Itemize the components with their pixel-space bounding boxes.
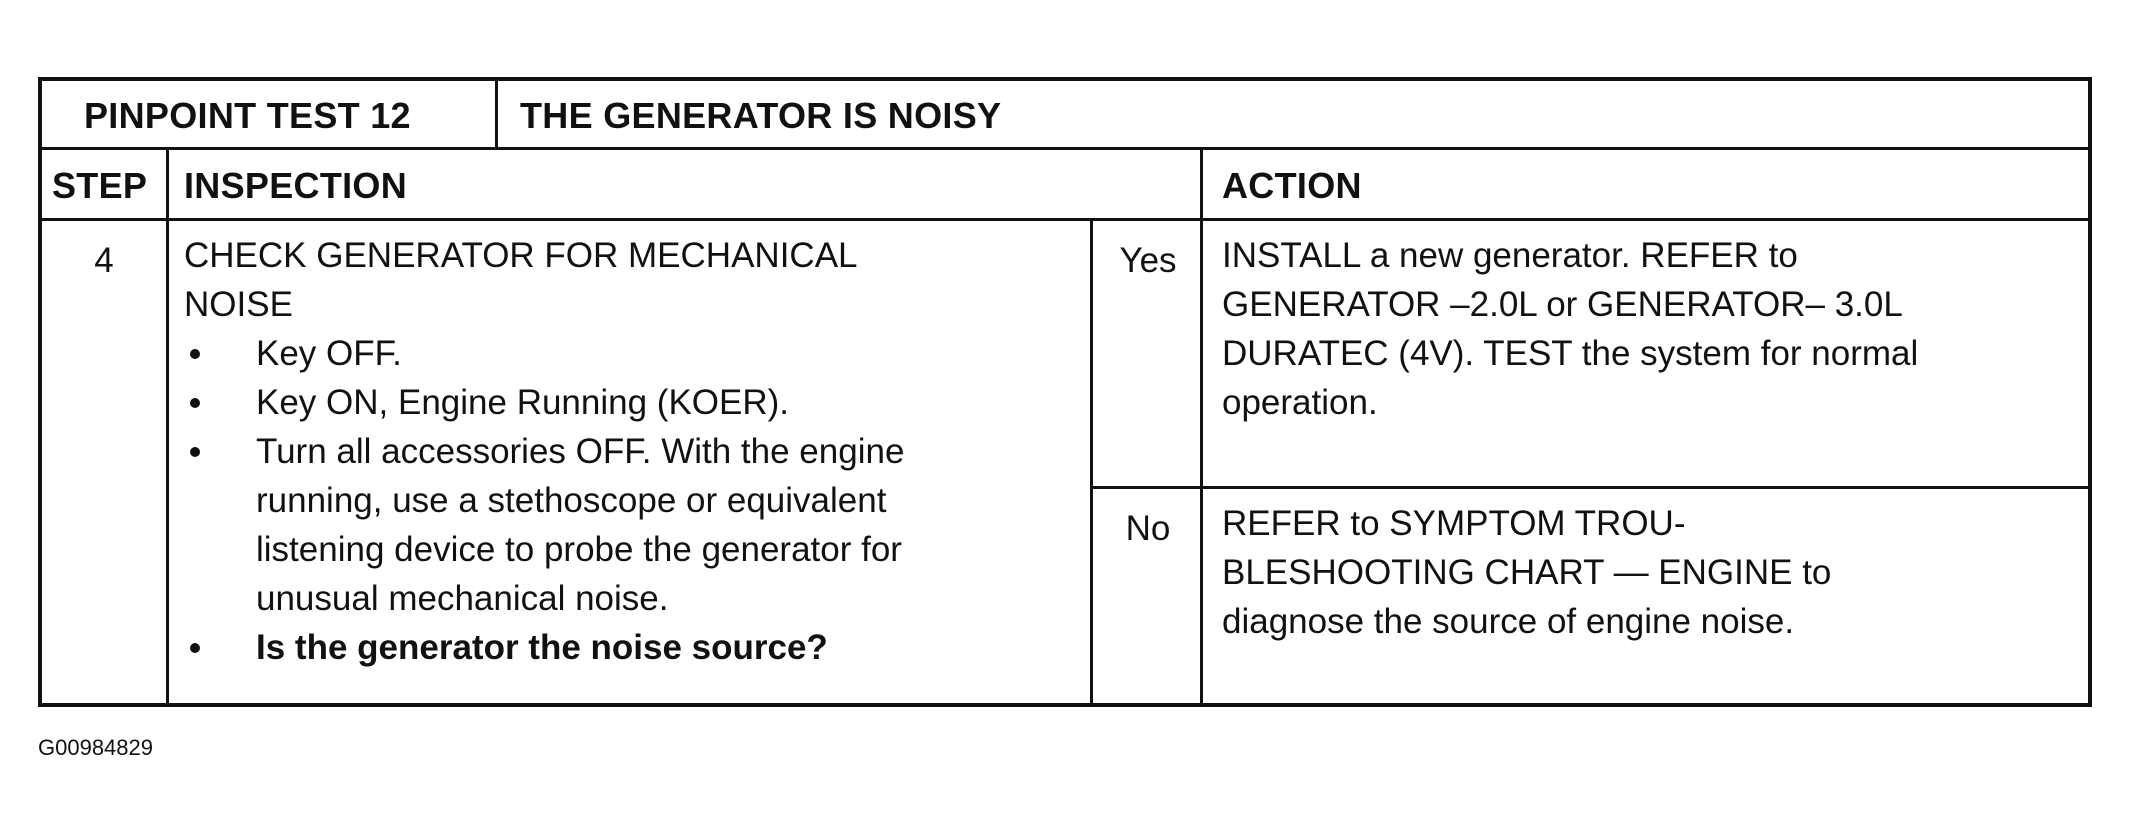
bullet-icon [190, 349, 200, 359]
list-item-text: Key ON, Engine Running (KOER). [256, 383, 790, 422]
no-action-line: diagnose the source of engine noise. [1222, 602, 1795, 641]
yes-action-line: DURATEC (4V). TEST the system for normal [1222, 334, 1919, 373]
column-header-action: ACTION [1222, 165, 1362, 206]
rule-between-yes-no [1090, 486, 2088, 489]
yes-action-line: GENERATOR –2.0L or GENERATOR– 3.0L [1222, 285, 1903, 324]
yes-action [1222, 231, 1918, 427]
list-item-text-line: unusual mechanical noise. [256, 579, 669, 618]
rule-below-title [42, 147, 2088, 150]
inspection-content [184, 231, 904, 672]
inspection-steps-list [184, 329, 904, 672]
list-item-text-line: listening device to probe the generator for [256, 530, 902, 569]
no-action [1222, 499, 1831, 646]
rule-below-column-headers [42, 218, 2088, 221]
list-item [184, 623, 904, 672]
step-number: 4 [94, 241, 114, 280]
pinpoint-test-table [38, 77, 2092, 707]
inspection-title-line-1: CHECK GENERATOR FOR MECHANICAL [184, 236, 858, 275]
bullet-icon [190, 447, 200, 457]
list-item [184, 378, 904, 427]
inspection-title-line-2: NOISE [184, 285, 293, 324]
bullet-icon [190, 643, 200, 653]
rule-before-action-column [1200, 147, 1203, 707]
list-item-text-line: running, use a stethoscope or equivalent [256, 481, 887, 520]
test-label: PINPOINT TEST 12 [84, 95, 411, 136]
answer-yes-label: Yes [1119, 241, 1177, 280]
list-item [184, 329, 904, 378]
no-action-line: BLESHOOTING CHART — ENGINE to [1222, 553, 1832, 592]
list-item-text-line: Turn all accessories OFF. With the engine [256, 432, 905, 471]
list-item-question: Is the generator the noise source? [256, 628, 828, 667]
no-action-line: REFER to SYMPTOM TROU- [1222, 504, 1686, 543]
list-item [184, 427, 904, 623]
list-item-text: Key OFF. [256, 334, 402, 373]
yes-action-line: INSTALL a new generator. REFER to [1222, 236, 1798, 275]
rule-after-test-label [495, 81, 498, 147]
rule-before-answer-column [1090, 218, 1093, 707]
column-header-step: STEP [52, 165, 148, 206]
answer-no-label: No [1125, 509, 1171, 548]
yes-action-line: operation. [1222, 383, 1378, 422]
rule-after-step-column [166, 147, 169, 707]
column-header-inspection: INSPECTION [184, 165, 408, 206]
bullet-icon [190, 398, 200, 408]
test-title: THE GENERATOR IS NOISY [520, 95, 1002, 136]
figure-id: G00984829 [38, 735, 153, 760]
